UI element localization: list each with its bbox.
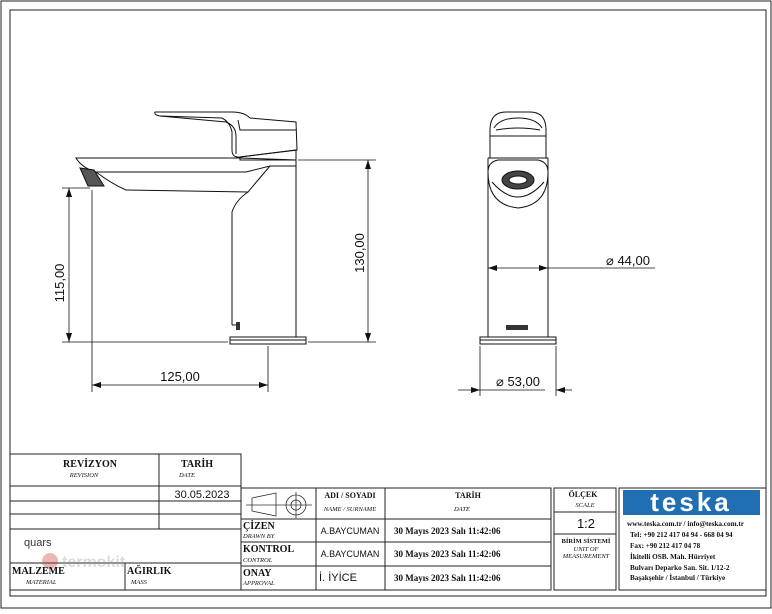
approval-sublabel: APPROVAL xyxy=(243,580,275,587)
col-date-label: TARİH xyxy=(455,491,481,500)
mass-label: AĞIRLIK xyxy=(127,566,172,577)
date-sublabel: DATE xyxy=(178,472,196,479)
revision-label: REVİZYON xyxy=(63,459,117,470)
dim-length-spout: 125,00 xyxy=(160,369,200,384)
contact-web: www.teska.com.tr / info@teska.com.tr xyxy=(627,520,744,528)
dim-diameter-body: ⌀ 44,00 xyxy=(606,253,650,268)
svg-text:termokit: termokit xyxy=(62,554,126,571)
side-view-dimensions xyxy=(62,160,376,392)
scale-value: 1:2 xyxy=(576,516,596,531)
unit-sublabel-1: UNIT OF xyxy=(573,546,599,553)
faucet-front-view xyxy=(480,112,556,344)
material-sublabel: MATERIAL xyxy=(26,579,57,586)
company-logo xyxy=(623,487,760,517)
drawn-by-sublabel: DRAWN BY xyxy=(243,533,275,540)
contact-address-2: Bulvarı Deparko San. Sit. 1/12-2 xyxy=(630,564,730,572)
contact-address-1: İkitelli OSB. Mah. Hürriyet xyxy=(630,553,716,561)
col-date-sublabel: DATE xyxy=(453,506,471,513)
approval-label: ONAY xyxy=(243,568,272,579)
control-label: KONTROL xyxy=(243,544,295,555)
drawn-by-label: ÇİZEN xyxy=(243,521,275,532)
contact-tel: Tel: +90 212 417 04 94 - 668 04 94 xyxy=(630,531,733,539)
col-name-label: ADI / SOYADI xyxy=(324,491,376,500)
scale-sublabel: SCALE xyxy=(575,502,595,509)
control-name: A.BAYCUMAN xyxy=(320,549,380,559)
col-name-sublabel: NAME / SURNAME xyxy=(323,506,377,513)
approval-date: 30 Mayıs 2023 Salı 11:42:06 xyxy=(394,573,501,583)
date-label: TARİH xyxy=(180,459,214,470)
drawn-by-name: A.BAYCUMAN xyxy=(320,526,380,536)
projection-symbol-icon xyxy=(246,492,312,518)
revision-date: 30.05.2023 xyxy=(174,489,230,501)
faucet-side-view xyxy=(76,112,306,344)
dim-height-total: 130,00 xyxy=(352,233,367,273)
dim-diameter-base: ⌀ 53,00 xyxy=(496,374,540,389)
drawn-by-date: 30 Mayıs 2023 Salı 11:42:06 xyxy=(394,526,501,536)
unit-sublabel-2: MEASUREMENT xyxy=(562,553,610,560)
revision-sublabel: REVISION xyxy=(69,472,99,479)
contact-fax: Fax: +90 212 417 04 78 xyxy=(630,542,701,550)
dim-height-spout: 115,00 xyxy=(52,263,67,303)
mass-sublabel: MASS xyxy=(131,579,147,586)
scale-label: ÖLÇEK xyxy=(568,490,598,499)
material-value: quars xyxy=(24,537,52,549)
svg-text:teska: teska xyxy=(650,487,732,517)
control-sublabel: CONTROL xyxy=(243,557,273,564)
material-label: MALZEME xyxy=(12,566,65,577)
approval-name: İ. İYİCE xyxy=(319,572,357,584)
contact-address-3: Başakşehir / İstanbul / Türkiye xyxy=(630,574,726,582)
unit-label: BİRİM SİSTEMİ xyxy=(561,538,611,545)
control-date: 30 Mayıs 2023 Salı 11:42:06 xyxy=(394,549,501,559)
